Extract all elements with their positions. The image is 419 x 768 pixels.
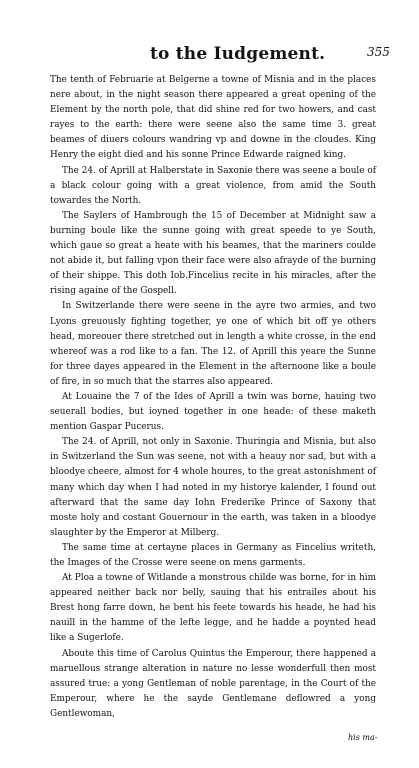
paragraph-germany: The same time at certayne places in Germany as Fincelius writeth, the Images of the Crosse were seene on mens garments. — [50, 542, 376, 568]
paragraph-louaine: At Louaine the 7 of the Ides of Aprill a twin was borne, hauing two seuerall bodies, but ioyned together in one heade: of these maketh mention Gaspar Pucerus. — [50, 391, 376, 433]
paragraph-saxonie: The 24. of Aprill, not only in Saxonie. Thuringia and Misnia, but also in Switzerland the Sun was seene, not with a heauy nor sad, but with a bloodye cheere, almost for 4 whole houres, to the great astonishment of many which day when I had noted in my historye kalender, I found out afterward that the same day Iohn Frederike Prince of Saxony that moste holy and costant Gouernour in the earth, was taken in a bloodye slaughter by the Emperor at Milberg. — [50, 437, 376, 538]
paragraph-carolus: Aboute this time of Carolus Quintus the Emperour, there happened a maruellous strange alteration in nature no lesse wonderfull then most assured true: a yong Gentleman of noble parentage, in the Court of the Emperour, where he the sayde Gentlemane deflowred a yong Gentlewoman, — [50, 648, 376, 719]
page-title: to the Iudgement. — [150, 44, 326, 64]
paragraph-halberstate: The 24. of Aprill at Halberstate in Saxonie there was seene a boule of a black colour going with a great violence, from amid the South towardes the North. — [50, 165, 376, 206]
paragraph-ploa: At Ploa a towne of Witlande a monstrous childe was borne, for in him appeared neither back nor belly, sauing that his entrailes about his Brest hong farre down, he bent his feete towards his heade, he had his nauill in the hamme of the lefte legge, and he hadde a poynted head like a Sugerlofe. — [50, 573, 376, 644]
running-head — [0, 44, 419, 66]
page-number: 355 — [367, 45, 390, 59]
paragraph-switzerlande: In Switzerlande there were seene in the ayre two armies, and two Lyons greuously fighting together, ye one of which bit off ye others head, moreouer there stretched out in length a white crosse, in the end whereof was a rod like to a fan. The 12. of Aprill this yeare the Sunne for three dayes appeared in the Element in the afternoone like a boule of fire, in so much that the starres also appeared. — [50, 301, 376, 387]
body-text — [50, 73, 376, 722]
paragraph-hambrough: The Saylers of Hambrough the 15 of December at Midnight saw a burning boule like the sunne going with great speede to ye South, which gaue so great a heate with his beames, that the mariners coulde not abide it, but falling vpon their face were also afrayde of the burning of their shippe. This doth Iob.Fincelius recite in his miracles, after the rising againe of the Gospell. — [50, 210, 376, 297]
paragraph-belgerne: The tenth of Februarie at Belgerne a towne of Misnia and in the places nere about, in the night season there appeared a great opening of the Element by the north pole, that did shine red for two howers, and cast rayes to the earth: there were seene also the same time 3. great beames of diuers colours wandring vp and downe in the cloudes. King Henry the eight died and his sonne Prince Edwarde raigned king. — [50, 75, 376, 161]
catchword: his ma- — [348, 733, 378, 742]
